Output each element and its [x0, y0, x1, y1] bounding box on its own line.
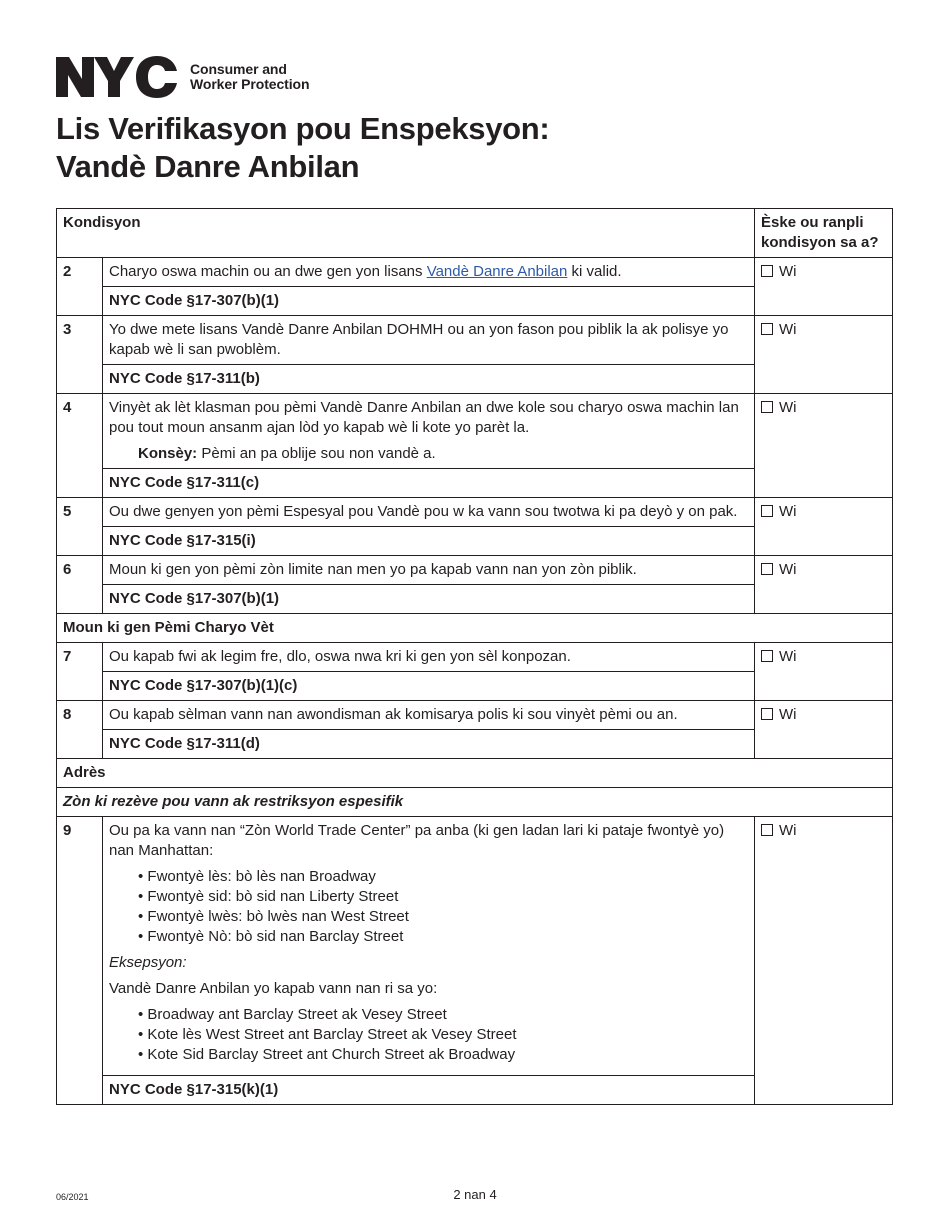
- row-number: 8: [57, 701, 103, 759]
- yes-label: Wi: [779, 263, 797, 280]
- condition-text: Yo dwe mete lisans Vandè Danre Anbilan DOHMH ou an yon fason pou piblik la ak polisye yo kapab wè li san pwoblèm.: [103, 316, 755, 365]
- yes-label: Wi: [779, 706, 797, 723]
- list-item: • Broadway ant Barclay Street ak Vesey Street: [138, 1005, 748, 1025]
- yes-label: Wi: [779, 503, 797, 520]
- exceptions-intro: Vandè Danre Anbilan yo kapab vann nan ri sa yo:: [109, 980, 438, 997]
- condition-text-part: ki valid.: [567, 263, 622, 280]
- condition-text: Ou kapab sèlman vann nan awondisman ak komisarya polis ki sou vinyèt pèmi ou an.: [103, 701, 755, 730]
- table-row: [57, 258, 893, 287]
- list-item: • Fwontyè sid: bò sid nan Liberty Street: [138, 887, 748, 907]
- nyc-code-reference: NYC Code §17-307(b)(1): [103, 287, 755, 316]
- yes-label: Wi: [779, 822, 797, 839]
- header-compliance: Èske ou ranpli kondisyon sa a?: [755, 209, 893, 258]
- yes-checkbox[interactable]: [761, 650, 773, 662]
- tip-text: Pèmi an pa oblije sou non vandè a.: [197, 445, 436, 462]
- logo-line-1: Consumer and: [190, 60, 287, 77]
- list-item: • Fwontyè Nò: bò sid nan Barclay Street: [138, 927, 748, 947]
- condition-text: [103, 394, 755, 469]
- exceptions-list: [109, 1005, 748, 1065]
- compliance-cell: [755, 701, 893, 759]
- compliance-cell: [755, 643, 893, 701]
- nyc-code-reference: NYC Code §17-307(b)(1)(c): [103, 672, 755, 701]
- row-number: 2: [57, 258, 103, 316]
- table-row: [57, 556, 893, 585]
- condition-text: Ou kapab fwi ak legim fre, dlo, oswa nwa kri ki gen yon sèl konpozan.: [103, 643, 755, 672]
- condition-text: Ou dwe genyen yon pèmi Espesyal pou Vandè pou w ka vann sou twotwa ki pa deyò y on pak.: [103, 498, 755, 527]
- condition-text-body: Vinyèt ak lèt klasman pou pèmi Vandè Danre Anbilan an dwe kole sou charyo oswa machin lan pou tout moun ansanm ajan lòd yo kapab wè li kote yo parèt la.: [109, 399, 739, 436]
- section-heading-address: Adrès: [57, 759, 893, 788]
- yes-checkbox[interactable]: [761, 323, 773, 335]
- yes-checkbox[interactable]: [761, 563, 773, 575]
- table-row: [57, 643, 893, 672]
- nyc-code-reference: NYC Code §17-311(d): [103, 730, 755, 759]
- section-row: [57, 614, 893, 643]
- street-vendor-license-link[interactable]: Vandè Danre Anbilan: [426, 263, 568, 280]
- yes-label: Wi: [779, 648, 797, 665]
- yes-label: Wi: [779, 561, 797, 578]
- yes-checkbox[interactable]: [761, 265, 773, 277]
- compliance-cell: [755, 498, 893, 556]
- table-row: [57, 316, 893, 365]
- nyc-code-reference: NYC Code §17-307(b)(1): [103, 585, 755, 614]
- condition-text-part: Charyo oswa machin ou an dwe gen yon lisans: [109, 263, 427, 280]
- inspection-checklist-table: [56, 208, 893, 1105]
- list-item: • Fwontyè lwès: bò lwès nan West Street: [138, 907, 748, 927]
- page-title: [56, 110, 549, 186]
- title-line-2: Vandè Danre Anbilan: [56, 149, 360, 184]
- exceptions-label: Eksepsyon:: [109, 954, 187, 971]
- row-number: 3: [57, 316, 103, 394]
- condition-text: Moun ki gen yon pèmi zòn limite nan men yo pa kapab vann nan yon zòn piblik.: [103, 556, 755, 585]
- nyc-code-reference: NYC Code §17-311(b): [103, 365, 755, 394]
- compliance-cell: [755, 258, 893, 316]
- yes-label: Wi: [779, 399, 797, 416]
- logo-line-2: Worker Protection: [190, 76, 310, 92]
- list-item: • Kote lès West Street ant Barclay Street ak Vesey Street: [138, 1025, 748, 1045]
- table-header-row: [57, 209, 893, 258]
- yes-label: Wi: [779, 321, 797, 338]
- compliance-cell: [755, 817, 893, 1105]
- section-heading-restricted-zones: Zòn ki rezève pou vann ak restriksyon espesifik: [57, 788, 893, 817]
- yes-checkbox[interactable]: [761, 505, 773, 517]
- table-row: [57, 701, 893, 730]
- logo-agency-name: [190, 62, 309, 93]
- section-row: [57, 788, 893, 817]
- section-heading-green-cart: Moun ki gen Pèmi Charyo Vèt: [57, 614, 893, 643]
- list-item: • Kote Sid Barclay Street ant Church Street ak Broadway: [138, 1045, 748, 1065]
- row-number: 4: [57, 394, 103, 498]
- page-number: 2 nan 4: [453, 1187, 497, 1202]
- nyc-code-reference: NYC Code §17-315(k)(1): [103, 1076, 755, 1105]
- section-row: [57, 759, 893, 788]
- table-row: [57, 817, 893, 1076]
- compliance-cell: [755, 556, 893, 614]
- tip-label: Konsèy:: [138, 445, 198, 462]
- list-item: • Fwontyè lès: bò lès nan Broadway: [138, 867, 748, 887]
- title-line-1: Lis Verifikasyon pou Enspeksyon:: [56, 111, 550, 146]
- condition-text: [103, 258, 755, 287]
- table-row: [57, 394, 893, 469]
- condition-text-body: Ou pa ka vann nan “Zòn World Trade Center” pa anba (ki gen ladan lari ki pataje fwontyè yo) nan Manhattan:: [109, 822, 725, 859]
- compliance-cell: [755, 394, 893, 498]
- row-number: 9: [57, 817, 103, 1105]
- table-row: [57, 498, 893, 527]
- revision-date: 06/2021: [56, 1192, 89, 1202]
- row-number: 5: [57, 498, 103, 556]
- compliance-cell: [755, 316, 893, 394]
- row-number: 6: [57, 556, 103, 614]
- nyc-logo: [56, 55, 309, 99]
- nyc-code-reference: NYC Code §17-311(c): [103, 469, 755, 498]
- nyc-logo-mark: [56, 55, 181, 99]
- yes-checkbox[interactable]: [761, 824, 773, 836]
- yes-checkbox[interactable]: [761, 708, 773, 720]
- nyc-code-reference: NYC Code §17-315(i): [103, 527, 755, 556]
- row-number: 7: [57, 643, 103, 701]
- condition-text: [103, 817, 755, 1076]
- yes-checkbox[interactable]: [761, 401, 773, 413]
- header-condition: Kondisyon: [57, 209, 755, 258]
- border-list: [109, 867, 748, 947]
- tip-note: [109, 444, 748, 464]
